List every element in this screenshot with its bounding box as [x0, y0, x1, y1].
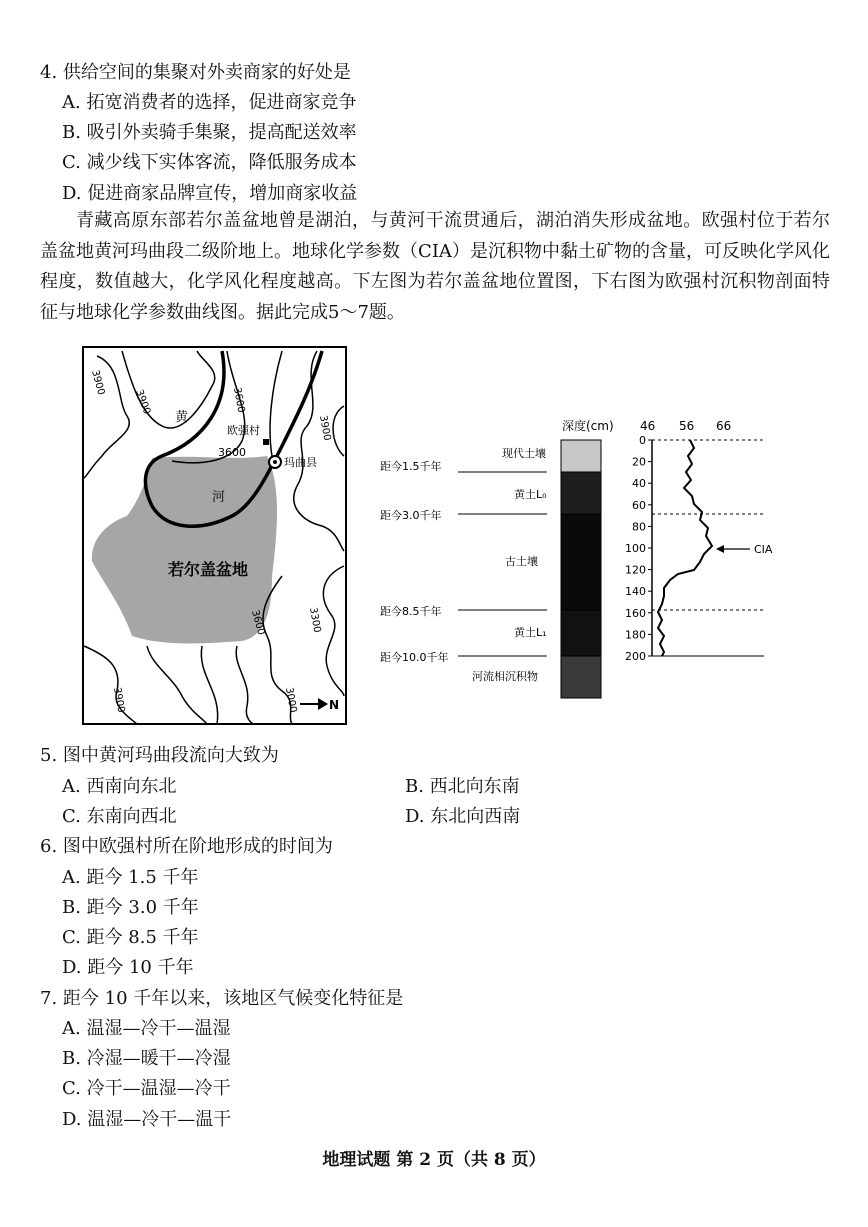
time-label: 距今8.5千年	[380, 605, 442, 618]
passage: 青藏高原东部若尔盖盆地曾是湖泊，与黄河干流贯通后，湖泊消失形成盆地。欧强村位于若尔盖盆地黄河玛曲段二级阶地上。地球化学参数（CIA）是沉积物中黏土矿物的含量，可反映化学风化程度，数值越大，化学风化程度越高。下左图为若尔盖盆地位置图，下右图为欧强村沉积物剖面特征与地球化学参数曲线图。据此完成5～7题。	[40, 210, 830, 323]
q4-stem: 4. 供给空间的集聚对外卖商家的好处是	[40, 62, 351, 83]
time-label: 距今1.5千年	[380, 460, 442, 473]
contour-label: 3600	[231, 386, 247, 414]
q4-option-a: A. 拓宽消费者的选择，促进商家竞争	[62, 92, 357, 113]
cia-arrow-icon	[716, 545, 724, 553]
cia-label: CIA	[754, 543, 773, 556]
contour-label: 3000	[283, 686, 299, 714]
contour-label: 3900	[133, 388, 153, 416]
depth-tick-label: 160	[625, 606, 646, 620]
q5-option-a: A. 西南向东北	[62, 776, 177, 797]
time-label: 距今3.0千年	[380, 509, 442, 522]
depth-tick-label: 20	[632, 455, 646, 469]
contour-label: 3300	[307, 606, 323, 634]
page-footer: 地理试题 第 2 页（共 8 页）	[322, 1150, 546, 1170]
contour-label: 3600	[218, 446, 246, 459]
q6-option-b: B. 距今 3.0 千年	[62, 897, 199, 918]
q6-option-d: D. 距今 10 千年	[62, 957, 194, 978]
cia-tick: 46	[640, 419, 656, 433]
layer-label: 黄土L₁	[514, 626, 547, 639]
time-label: 距今10.0千年	[380, 651, 449, 664]
contour-label: 3900	[89, 368, 107, 397]
north-label: N	[329, 698, 340, 712]
depth-tick-label: 100	[625, 542, 646, 555]
depth-tick-label: 140	[625, 585, 646, 599]
q4-option-c: C. 减少线下实体客流，降低服务成本	[62, 152, 357, 173]
cia-curve	[658, 440, 712, 656]
river-label-huang: 黄	[175, 410, 189, 425]
q5-option-d: D. 东北向西南	[405, 806, 521, 827]
layer-label: 河流相沉积物	[472, 670, 538, 683]
depth-tick-label: 40	[632, 477, 646, 491]
depth-tick-label: 120	[625, 563, 646, 577]
q6-stem: 6. 图中欧强村所在阶地形成的时间为	[40, 836, 333, 857]
layer-label: 古土壤	[505, 555, 538, 568]
village-label: 欧强村	[227, 424, 260, 437]
depth-axis-label: 深度(cm)	[562, 419, 614, 433]
q7-option-b: B. 冷湿—暖干—冷湿	[62, 1048, 231, 1069]
depth-tick-label: 80	[632, 520, 646, 534]
q6-option-a: A. 距今 1.5 千年	[62, 867, 199, 888]
q7-option-c: C. 冷干—温湿—冷干	[62, 1078, 231, 1099]
layer-label: 黄土L₀	[514, 488, 547, 501]
contour-label: 3600	[249, 608, 267, 637]
depth-tick-label: 60	[632, 498, 646, 512]
q5-option-c: C. 东南向西北	[62, 806, 177, 827]
river-label-he: 河	[212, 490, 226, 505]
depth-tick-label: 200	[625, 650, 646, 663]
q5-option-b: B. 西北向东南	[405, 776, 520, 797]
county-label: 玛曲县	[284, 456, 317, 469]
basin-label: 若尔盖盆地	[168, 560, 249, 579]
q4-option-d: D. 促进商家品牌宣传，增加商家收益	[62, 183, 358, 204]
q7-option-a: A. 温湿—冷干—温湿	[62, 1018, 231, 1039]
q4-option-b: B. 吸引外卖骑手集聚，提高配送效率	[62, 122, 357, 143]
q6-option-c: C. 距今 8.5 千年	[62, 927, 199, 948]
basin-map	[82, 346, 348, 726]
q7-option-d: D. 温湿—冷干—温干	[62, 1109, 232, 1130]
depth-tick-label: 0	[639, 434, 646, 447]
contour-label: 3900	[317, 414, 333, 442]
q7-stem: 7. 距今 10 千年以来，该地区气候变化特征是	[40, 988, 404, 1009]
cia-tick: 56	[679, 419, 695, 433]
cia-tick: 66	[716, 419, 732, 433]
contour-label: 3900	[111, 686, 127, 714]
q5-stem: 5. 图中黄河玛曲段流向大致为	[40, 745, 279, 766]
depth-tick-label: 180	[625, 628, 646, 642]
layer-label: 现代土壤	[502, 447, 546, 460]
sediment-profile	[372, 412, 792, 702]
village-marker	[263, 439, 269, 445]
